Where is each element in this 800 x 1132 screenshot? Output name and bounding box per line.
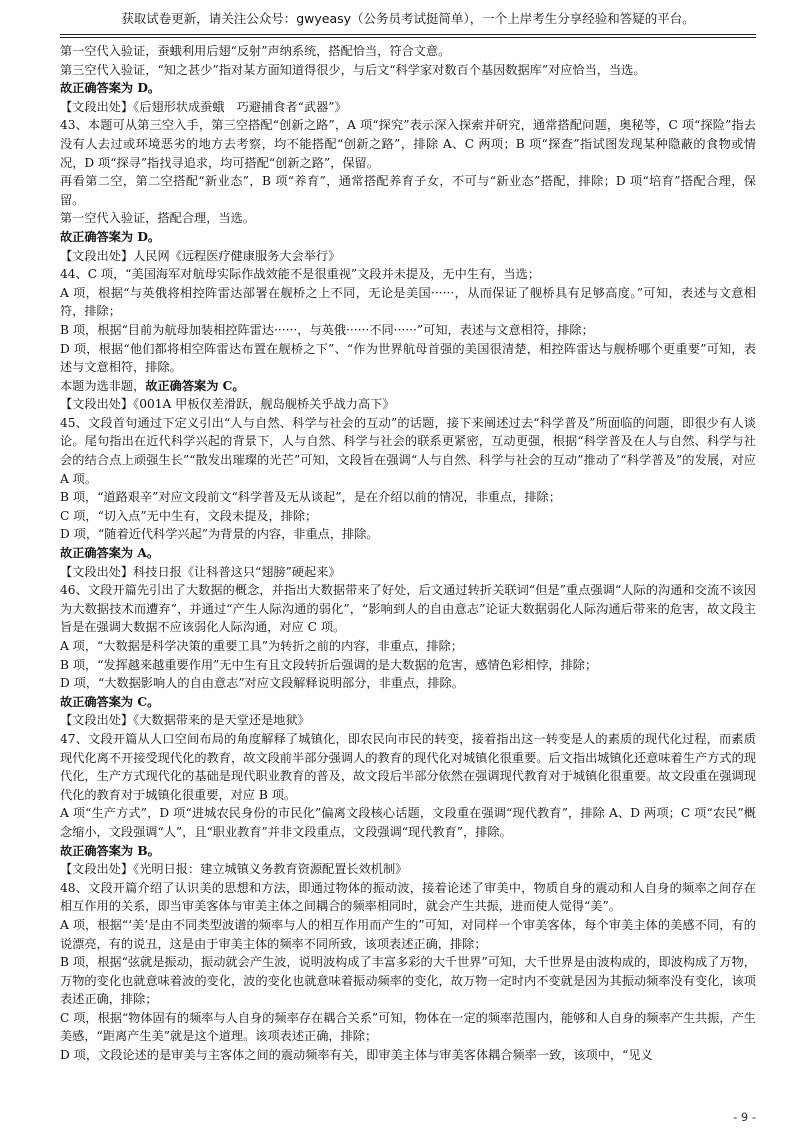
paragraph: B 项，“道路艰辛”对应文段前文“科学普及无从谈起”，是在介绍以前的情况，非重点，排除； <box>60 490 561 505</box>
page-number: - 9 - <box>733 1110 756 1124</box>
source-line: 【文段出处】科技日报《让科普这只“翅膀”硬起来》 <box>60 564 341 579</box>
paragraph: B 项，根据“弦就是振动，振动就会产生波，说明波构成了丰富多彩的大千世界”可知，大千世界是由波构成的，即波构成了万物，万物的变化也就意味着波的变化，波的变化也就意味着振动频率的变化，故万物一定时内不变就是因为其振动频率没有变化，该项表述正确，排除； <box>60 955 756 1007</box>
page-header: 获取试卷更新，请关注公众号：gwyeasy（公务员考试挺简单），一个上岸考生分享经验和答疑的平台。 <box>121 11 695 26</box>
paragraph: 本题为选非题，故正确答案为 C。 <box>60 378 245 393</box>
paragraph: D 项，根据“他们都将相空阵雷达布置在舰桥之下”、“作为世界航母首强的美国很清楚，相控阵雷达与舰桥哪个更重要”可知，表述与文意相符，排除。 <box>60 341 756 375</box>
source-line: 【文段出处】《001A 甲板仅差滑跃，舰岛舰桥关乎战力高下》 <box>60 397 395 412</box>
paragraph: A 项“生产方式”，D 项“进城农民身份的市民化”偏离文段核心话题，文段重在强调“现代教育”，排除 A、D 两项；C 项“农民”概念缩小，文段强调“人”，且“职业教育”并非文段重点，文段强调“现代教育”，排除。 <box>60 806 756 839</box>
paragraph: C 项，根据“物体固有的频率与人自身的频率存在耦合关系”可知，物体在一定的频率范围内，能够和人自身的频率产生共振，产生美感，“距离产生美”就是这个道理。该项表述正确，排除； <box>60 1010 756 1044</box>
paragraph: A 项，“大数据是科学决策的重要工具”为转折之前的内容，非重点，排除； <box>60 639 463 653</box>
paragraph: A 项，根据“与英俄将相控阵雷达部署在舰桥之上不同，无论是美国······，从而保证了舰桥具有足够高度。”可知，表述与文意相符，排除； <box>60 285 756 319</box>
paragraph: 44、C 项，“美国海军对航母实际作战效能不是很重视”文段并未提及，无中生有，当选； <box>60 267 540 282</box>
paragraph: 46、文段开篇先引出了大数据的概念，并指出大数据带来了好处，后文通过转折关联词“但是”重点强调“人际的沟通和交流不该因为大数据技术而遭弃”，并通过“产生人际沟通的弱化”，“影响到人的自由意志”论证大数据弱化人际沟通后带来的危害，故文段主旨是在强调大数据不应该弱化人际沟通，对应 C 项。 <box>60 583 756 635</box>
source-line: 【文段出处】《大数据带来的是天堂还是地狱》 <box>60 713 310 728</box>
paragraph: A 项，根据“‘美’是由不同类型波谱的频率与人的相互作用而产生的”可知，对同样一个审美客体，每个审美主体的美感不同，有的说漂亮，有的说丑，这是由于审美主体的频率不同所致，该项表述正确，排除； <box>60 917 756 951</box>
paragraph: 43、本题可从第三空入手，第三空搭配“创新之路”，A 项“探究”表示深入探索并研究，通常搭配问题，奥秘等，C 项“探险”指去没有人去过或环境恶劣的地方去考察，均不能搭配“创新之路”，排除 A、C 两项；B 项“探查”指试图发现某种隐蔽的食物或情况，D 项“探寻”指找寻追求，均可搭配“创新之路”，保留。 <box>60 118 756 170</box>
paragraph: 第一空代入验证，蚕蛾利用后翅“反射”声纳系统，搭配恰当，符合文意。 <box>60 44 451 58</box>
paragraph: 第一空代入验证，搭配合理，当选。 <box>60 211 255 226</box>
paragraph: 第三空代入验证，“知之甚少”指对某方面知道得很少，与后文“科学家对数百个基因数据库”对应恰当，当选。 <box>60 62 646 77</box>
answer-line: 故正确答案为 A。 <box>60 546 160 561</box>
paragraph: C 项，“切入点”无中生有，文段未提及，排除； <box>60 508 318 523</box>
paragraph: 47、文段开篇从人口空间布局的角度解释了城镇化，即农民向市民的转变，接着指出这一转变是人的素质的现代化过程，而素质现代化离不开接受现代化的教育，故文段前半部分强调人的教育的现代化对城镇化很重要。后文指出城镇化还意味着生产方式的现代化，生产方式现代化的基础是现代职业教育的普及，故文段后半部分依然在强调现代教育对于城镇化很重要。故文段重在强调现代化的教育对于城镇化很重要，对应 B 项。 <box>60 731 756 802</box>
paragraph: 45、文段首句通过下定义引出“人与自然、科学与社会的互动”的话题，接下来阐述过去“科学普及”所面临的问题，即很少有人谈论。尾句指出在近代科学兴起的背景下，人与自然、科学与社会的联系更紧密，互动更强，根据“科学普及在人与自然、科学与社会的结合点上顽强生长”“散发出璀璨的光芒”可知，文段旨在强调“人与自然、科学与社会的互动”推动了“科学普及”的发展，对应 A 项。 <box>60 415 756 486</box>
paragraph: D 项，文段论述的是审美与主客体之间的震动频率有关，即审美主体与审美客体耦合频率一致，该项中，“见义 <box>60 1048 653 1063</box>
answer-line: 故正确答案为 D。 <box>60 229 161 244</box>
answer-explanations <box>60 42 756 1065</box>
paragraph: D 项，“大数据影响人的自由意志”对应文段解释说明部分，非重点，排除。 <box>60 676 464 691</box>
source-line: 【文段出处】人民网《远程医疗健康服务大会举行》 <box>60 248 341 263</box>
paragraph: B 项，“发挥越来越重要作用”无中生有且文段转折后强调的是大数据的危害，感情色彩相悖，排除； <box>60 657 598 672</box>
answer-line: 故正确答案为 B。 <box>60 843 160 858</box>
source-line: 【文段出处】《光明日报：建立城镇义务教育资源配置长效机制》 <box>60 862 408 877</box>
paragraph: 48、文段开篇介绍了认识美的思想和方法，即通过物体的振动波，接着论述了审美中，物质自身的震动和人自身的频率之间存在相互作用的关系，即当审美客体与审美主体之间耦合的频率相同时，就会产生共振，进而使人觉得“美”。 <box>60 880 756 914</box>
paragraph: D 项，“随着近代科学兴起”为背景的内容，非重点，排除。 <box>60 527 379 542</box>
paragraph: B 项，根据“目前为航母加装相控阵雷达······，与英俄······不同······”可知，表述与文意相符，排除； <box>60 322 594 337</box>
answer-line: 故正确答案为 C。 <box>60 694 160 709</box>
paragraph: 再看第二空，第二空搭配“新业态”，B 项“养育”，通常搭配养育子女，不可与“新业态”搭配，排除；D 项“培育”搭配合理，保留。 <box>60 174 756 207</box>
header-rule <box>60 34 756 38</box>
answer-line: 故正确答案为 D。 <box>60 81 161 96</box>
source-line: 【文段出处】《后翅形状成蚕蛾 巧避捕食者“武器”》 <box>60 99 347 114</box>
